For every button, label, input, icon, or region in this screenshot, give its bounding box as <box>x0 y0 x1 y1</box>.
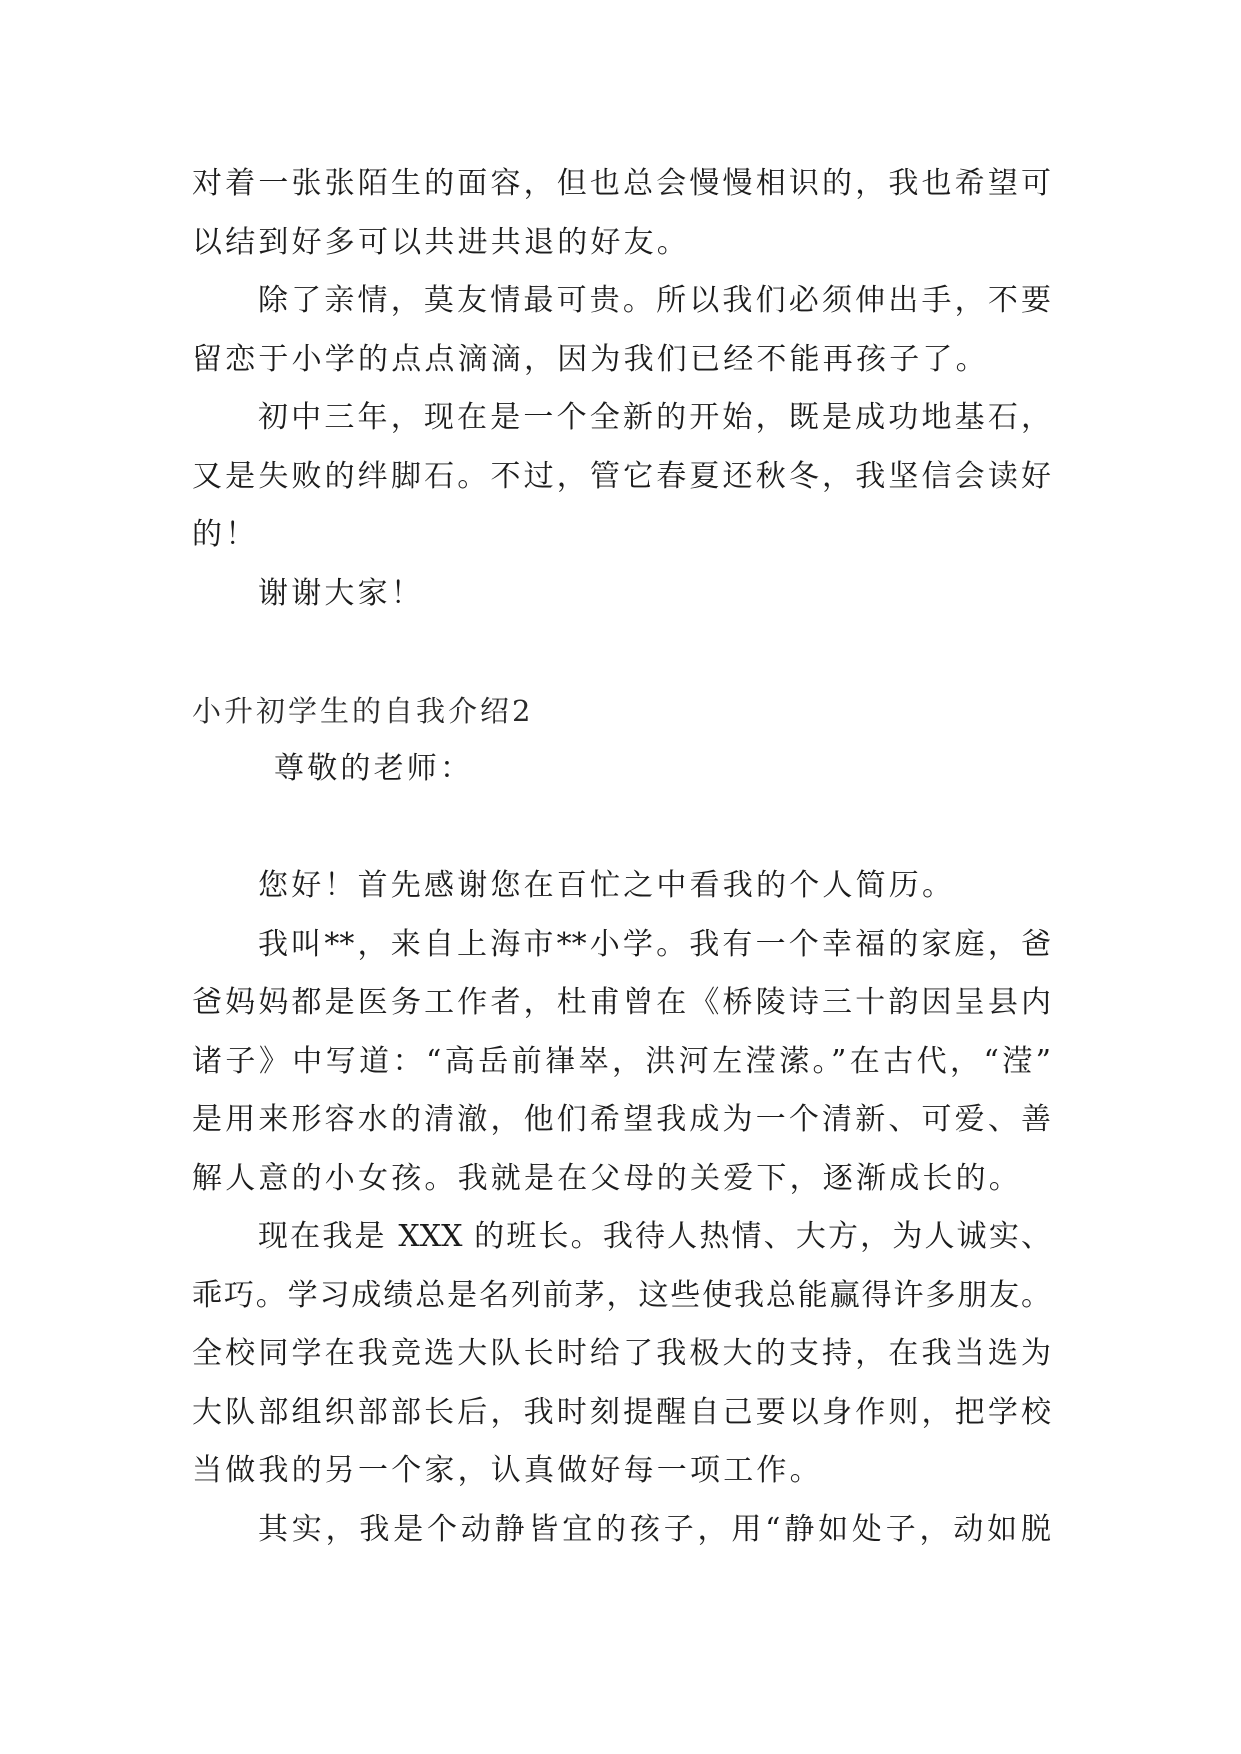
section-2 <box>192 682 1051 1560</box>
paragraph <box>192 857 1051 916</box>
paragraph <box>192 1208 1051 1501</box>
text-line: 诸子》中写道：“高岳前嵂崒，洪河左滢潆。”在古代，“滢” <box>192 1043 1051 1079</box>
blank-line <box>192 799 1051 858</box>
text-line: 以结到好多可以共进共退的好友。 <box>192 224 690 260</box>
text-line: 谢谢大家！ <box>258 575 424 611</box>
salutation: 尊敬的老师： <box>274 751 474 786</box>
section-title: 小升初学生的自我介绍2 <box>192 693 534 728</box>
text-line: 当做我的另一个家，认真做好每一项工作。 <box>192 1453 823 1488</box>
text-line: 我叫**，来自上海市**小学。我有一个幸福的家庭，爸 <box>258 926 1051 962</box>
text-line: 除了亲情，莫友情最可贵。所以我们必须伸出手，不要 <box>258 283 1051 318</box>
text-line: 爸妈妈都是医务工作者，杜甫曾在《桥陵诗三十韵因呈县内 <box>192 985 1051 1020</box>
text-line: 留恋于小学的点点滴滴，因为我们已经不能再孩子了。 <box>192 341 989 377</box>
paragraph <box>192 1501 1051 1560</box>
document-page <box>192 155 1051 1559</box>
text-line: 乖巧。学习成绩总是名列前茅，这些使我总能赢得许多朋友。 <box>192 1277 1051 1313</box>
text-line: 初中三年，现在是一个全新的开始，既是成功地基石， <box>258 400 1051 435</box>
paragraph <box>192 565 1051 624</box>
text-line: 现在我是 XXX 的班长。我待人热情、大方，为人诚实、 <box>258 1219 1051 1254</box>
paragraph <box>192 389 1051 565</box>
text-line: 全校同学在我竞选大队长时给了我极大的支持，在我当选为 <box>192 1336 1051 1371</box>
paragraph <box>192 155 1051 272</box>
paragraph <box>192 272 1051 389</box>
text-line: 的！ <box>192 517 259 552</box>
text-line: 您好！首先感谢您在百忙之中看我的个人简历。 <box>258 868 956 903</box>
text-line: 大队部组织部部长后，我时刻提醒自己要以身作则，把学校 <box>192 1394 1051 1430</box>
blank-line <box>192 623 1051 682</box>
text-line: 又是失败的绊脚石。不过，管它春夏还秋冬，我坚信会读好 <box>192 458 1051 494</box>
text-line: 对着一张张陌生的面容，但也总会慢慢相识的，我也希望可 <box>192 166 1051 201</box>
text-line: 解人意的小女孩。我就是在父母的关爱下，逐渐成长的。 <box>192 1160 1022 1196</box>
paragraph <box>192 916 1051 1209</box>
text-line: 是用来形容水的清澈，他们希望我成为一个清新、可爱、善 <box>192 1102 1051 1137</box>
text-line: 其实，我是个动静皆宜的孩子，用“静如处子，动如脱 <box>258 1511 1051 1547</box>
section-1 <box>192 155 1051 623</box>
